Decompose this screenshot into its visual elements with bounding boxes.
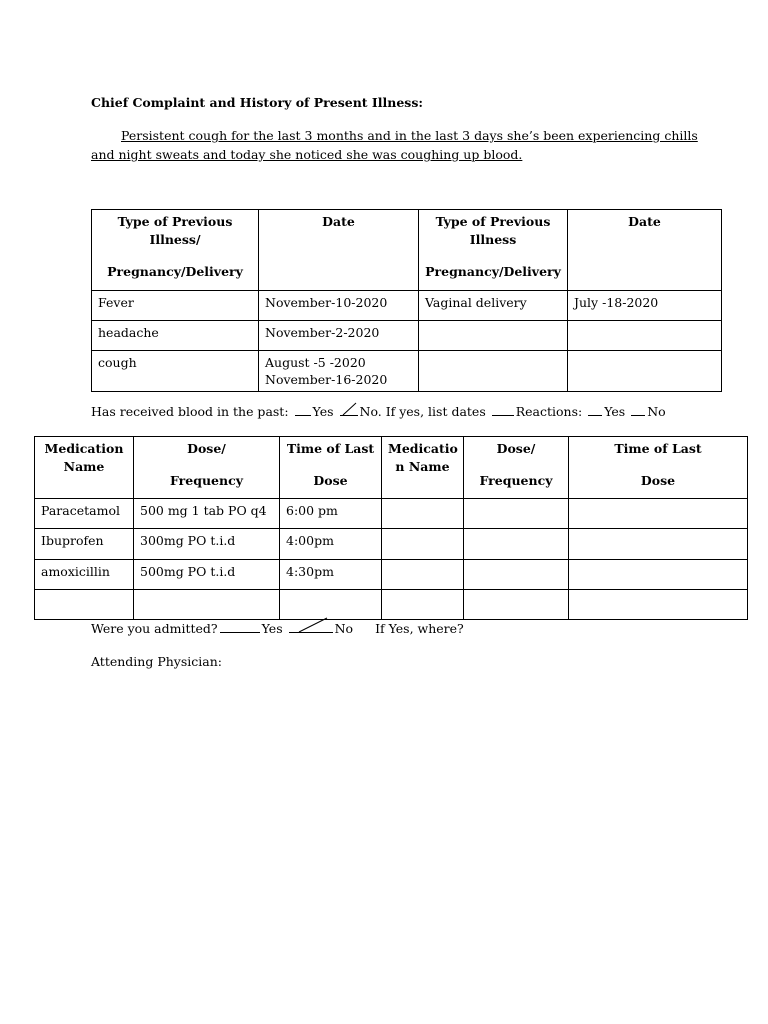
table-row xyxy=(92,351,722,392)
complaint-body: Persistent cough for the last 3 months and in the last 3 days she’s been experiencing chills and night sweats and today she noticed she was coughing up blood. xyxy=(91,128,698,162)
header-type-illness-2 xyxy=(419,210,568,291)
header-time-2-line1: Time of Last xyxy=(614,441,702,456)
header-type-illness xyxy=(92,210,259,291)
date2-cell xyxy=(568,351,722,392)
table-row xyxy=(35,590,748,620)
header-date: Date xyxy=(259,210,419,291)
check-slash-icon xyxy=(289,617,333,633)
empty-cell xyxy=(569,590,748,620)
admitted-yes-label: Yes xyxy=(261,621,283,636)
empty-cell xyxy=(569,499,748,529)
header-time-2-line2: Dose xyxy=(640,473,676,488)
table-header-row xyxy=(35,437,748,499)
reactions-label: Reactions: xyxy=(515,404,583,419)
illness-cell: Fever xyxy=(92,291,259,321)
med-name-cell xyxy=(35,590,134,620)
reactions-yes-blank[interactable] xyxy=(588,405,602,416)
med-time-cell: 4:00pm xyxy=(280,529,382,560)
table-row xyxy=(92,291,722,321)
empty-cell xyxy=(569,529,748,560)
header-dose-line1: Dose/ xyxy=(187,441,226,456)
chief-complaint-text xyxy=(91,126,701,164)
med-name-cell: Ibuprofen xyxy=(35,529,134,560)
blood-dates-blank[interactable] xyxy=(492,405,514,416)
blood-no-checked-blank[interactable] xyxy=(340,405,358,416)
empty-cell xyxy=(382,560,464,590)
illness-cell: cough xyxy=(92,351,259,392)
header-medication-name: Medication Name xyxy=(35,437,134,499)
header-time-line2: Dose xyxy=(313,473,348,488)
table-row xyxy=(92,321,722,351)
header-dose-2-line2: Frequency xyxy=(479,473,553,488)
header-type-illness-line1: Type of Previous Illness/ xyxy=(117,214,233,247)
med-dose-cell: 500 mg 1 tab PO q4 xyxy=(134,499,280,529)
med-time-cell xyxy=(280,590,382,620)
pregnancy-cell: Vaginal delivery xyxy=(419,291,568,321)
date-cell: November-2-2020 xyxy=(259,321,419,351)
reactions-no-blank[interactable] xyxy=(631,405,645,416)
empty-cell xyxy=(569,560,748,590)
header-dose-frequency-2 xyxy=(464,437,569,499)
admitted-line xyxy=(91,621,464,636)
empty-cell xyxy=(464,560,569,590)
admitted-label: Were you admitted? xyxy=(91,621,218,636)
admitted-yes-blank[interactable] xyxy=(220,622,260,633)
med-dose-cell xyxy=(134,590,280,620)
admitted-no-checked-blank[interactable] xyxy=(289,622,333,633)
blood-no-label: No. If yes, list dates xyxy=(359,404,486,419)
med-name-cell: amoxicillin xyxy=(35,560,134,590)
table-row xyxy=(35,560,748,590)
date2-cell xyxy=(568,321,722,351)
med-time-cell: 4:30pm xyxy=(280,560,382,590)
blood-yes-blank[interactable] xyxy=(295,405,311,416)
header-date-2: Date xyxy=(568,210,722,291)
med-name-cell: Paracetamol xyxy=(35,499,134,529)
table-row xyxy=(35,529,748,560)
check-slash-icon xyxy=(340,402,358,416)
date-line-2: November-16-2020 xyxy=(265,372,388,387)
med-dose-cell: 300mg PO t.i.d xyxy=(134,529,280,560)
pregnancy-cell xyxy=(419,321,568,351)
blood-label: Has received blood in the past: xyxy=(91,404,289,419)
reactions-no-label: No xyxy=(647,404,666,419)
header-time-line1: Time of Last xyxy=(286,441,375,456)
admitted-no-label: No xyxy=(334,621,354,636)
empty-cell xyxy=(464,529,569,560)
empty-cell xyxy=(382,499,464,529)
empty-cell xyxy=(464,590,569,620)
reactions-yes-label: Yes xyxy=(604,404,626,419)
date-line-1: August -5 -2020 xyxy=(265,355,366,370)
header-pregnancy-delivery: Pregnancy/Delivery xyxy=(107,264,243,279)
blood-yes-label: Yes xyxy=(312,404,334,419)
attending-physician-label: Attending Physician: xyxy=(91,654,222,669)
header-pregnancy-delivery-2: Pregnancy/Delivery xyxy=(425,264,561,279)
admitted-where-label: If Yes, where? xyxy=(375,621,464,636)
header-medication-name-2: Medicatio n Name xyxy=(382,437,464,499)
table-header-row xyxy=(92,210,722,291)
header-dose-2-line1: Dose/ xyxy=(496,441,536,456)
header-time-last-dose-2 xyxy=(569,437,748,499)
table-row xyxy=(35,499,748,529)
previous-illness-table xyxy=(91,209,722,392)
empty-cell xyxy=(382,529,464,560)
date-cell xyxy=(259,351,419,392)
empty-cell xyxy=(464,499,569,529)
empty-cell xyxy=(382,590,464,620)
medication-table xyxy=(34,436,748,620)
med-dose-cell: 500mg PO t.i.d xyxy=(134,560,280,590)
blood-history-line xyxy=(91,404,666,419)
med-time-cell: 6:00 pm xyxy=(280,499,382,529)
header-type-illness-2-line1: Type of Previous Illness xyxy=(435,214,551,247)
section-heading: Chief Complaint and History of Present Illness: xyxy=(91,95,424,110)
pregnancy-cell xyxy=(419,351,568,392)
header-time-last-dose xyxy=(280,437,382,499)
illness-cell: headache xyxy=(92,321,259,351)
header-dose-frequency xyxy=(134,437,280,499)
header-dose-line2: Frequency xyxy=(170,473,243,488)
date-cell: November-10-2020 xyxy=(259,291,419,321)
date2-cell: July -18-2020 xyxy=(568,291,722,321)
